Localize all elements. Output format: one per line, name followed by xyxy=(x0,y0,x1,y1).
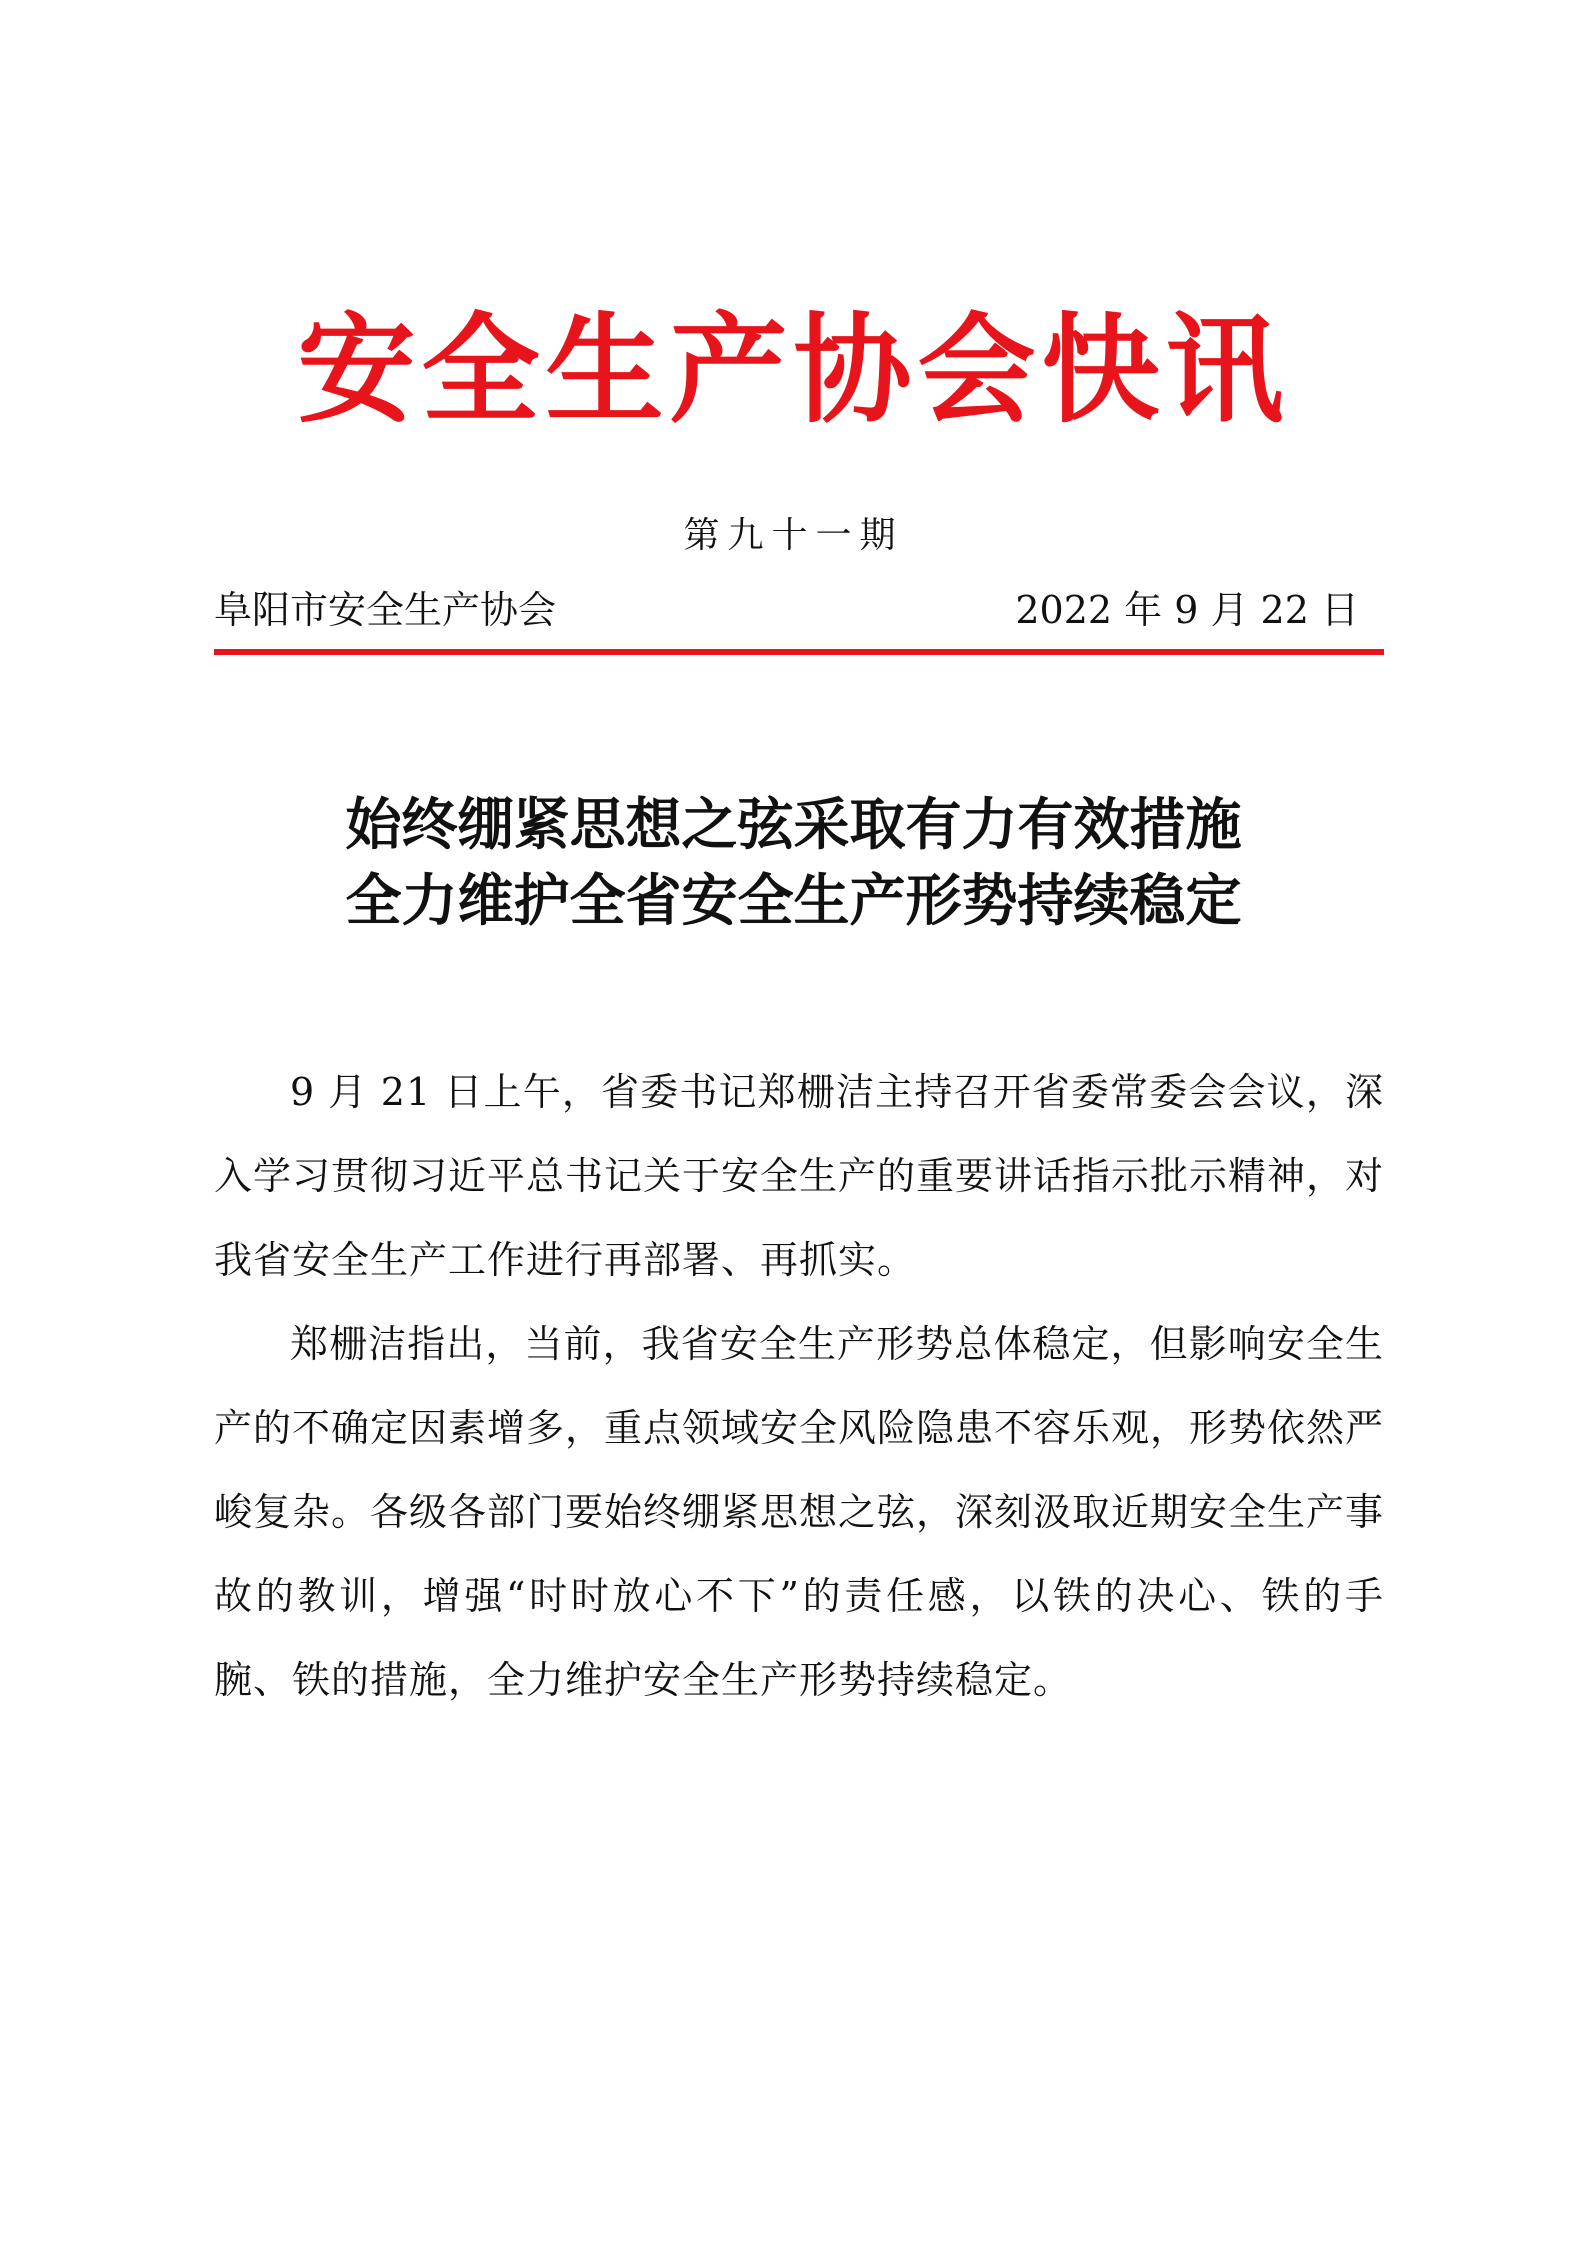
headline-line-2: 全力维护全省安全生产形势持续稳定 xyxy=(345,869,1242,934)
publish-date: 2022 年 9 月 22 日 xyxy=(1015,588,1359,632)
masthead-title: 安全生产协会快讯 xyxy=(297,300,1290,439)
organization-name: 阜阳市安全生产协会 xyxy=(214,588,557,632)
headline-line-1: 始终绷紧思想之弦采取有力有效措施 xyxy=(345,793,1242,858)
article-headline xyxy=(0,788,1587,940)
paragraph: 郑栅洁指出，当前，我省安全生产形势总体稳定，但影响安全生产的不确定因素增多，重点领域安全风险隐患不容乐观，形势依然严峻复杂。各级各部门要始终绷紧思想之弦，深刻汲取近期安全生产事故的教训，增强“时时放心不下”的责任感，以铁的决心、铁的手腕、铁的措施，全力维护安全生产形势持续稳定。 xyxy=(214,1322,1385,1702)
meta-row xyxy=(214,580,1369,640)
paragraph: 9 月 21 日上午，省委书记郑栅洁主持召开省委常委会会议，深入学习贯彻习近平总书记关于安全生产的重要讲话指示批示精神，对我省安全生产工作进行再部署、再抓实。 xyxy=(214,1070,1385,1282)
red-divider xyxy=(214,649,1384,655)
issue-number: 第九十一期 xyxy=(683,515,904,556)
article-body xyxy=(214,1050,1384,1722)
